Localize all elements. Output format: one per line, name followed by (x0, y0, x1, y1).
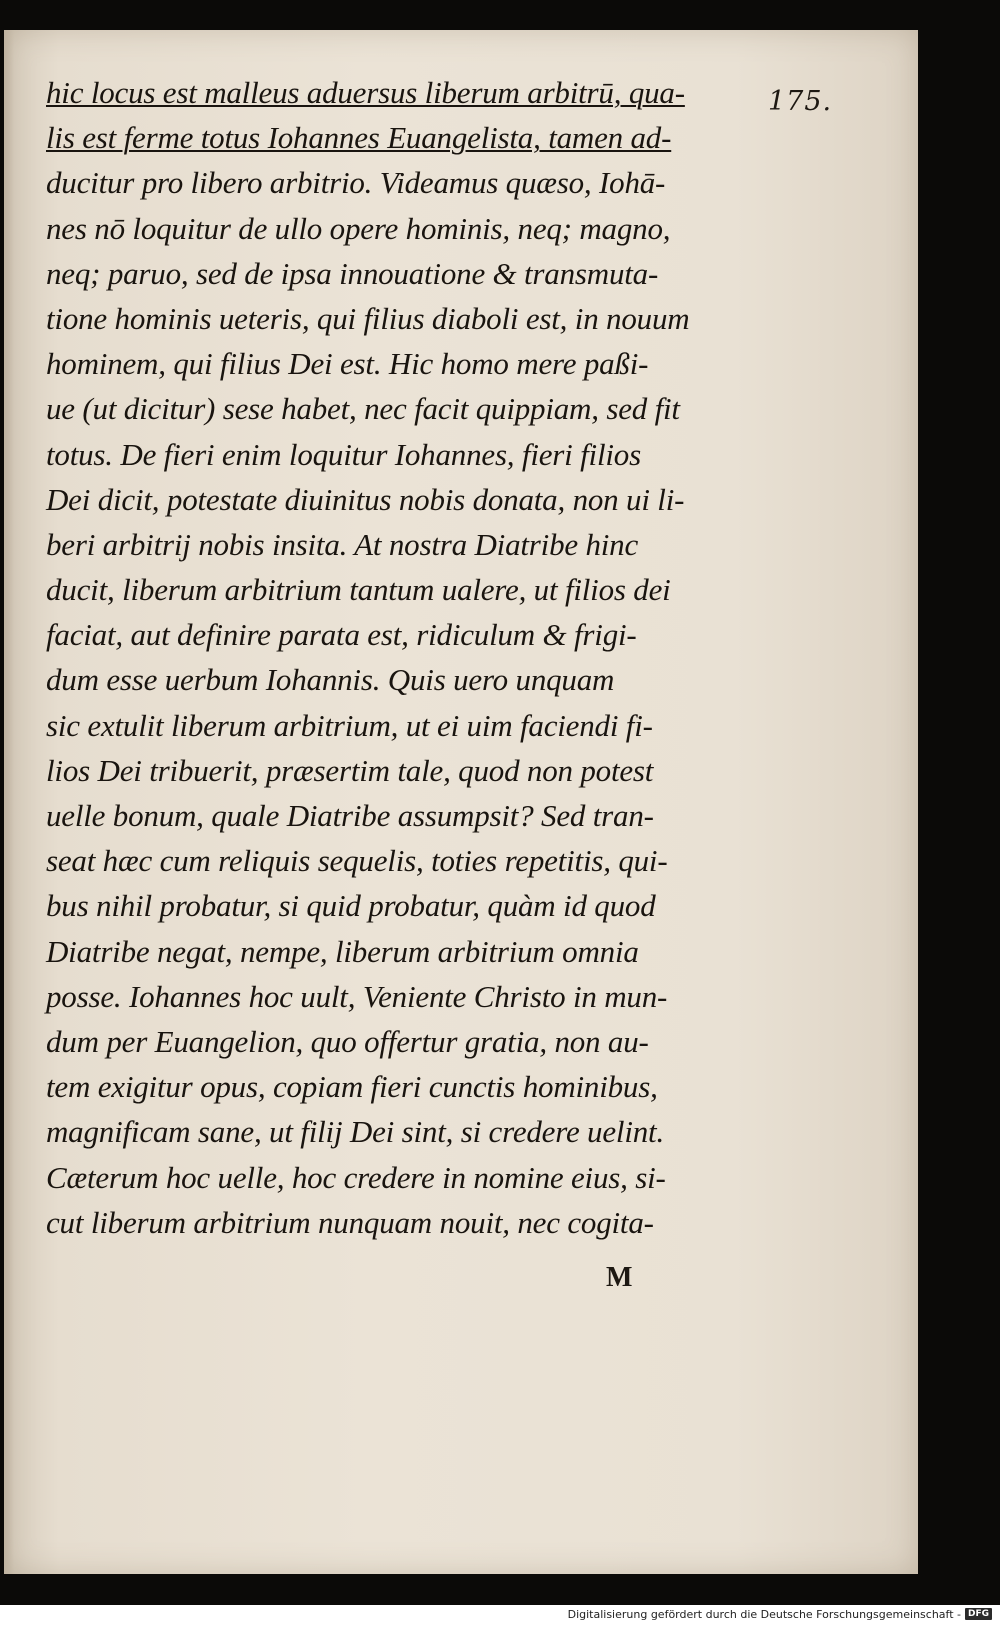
text-line: dum esse uerbum Iohannis. Quis uero unquam (46, 662, 615, 698)
text-line: Diatribe negat, nempe, liberum arbitrium omnia (46, 933, 639, 969)
text-line: seat hæc cum reliquis sequelis, toties repetitis, qui- (46, 843, 668, 879)
page-text (46, 70, 746, 1245)
text-line: cut liberum arbitrium nunquam nouit, nec cogita- (46, 1204, 654, 1240)
text-line: dum per Euangelion, quo offertur gratia, non au- (46, 1023, 649, 1059)
signature-mark: M (606, 1262, 633, 1293)
text-line: magnificam sane, ut filij Dei sint, si credere uelint. (46, 1114, 665, 1150)
text-line: ue (ut dicitur) sese habet, nec facit quippiam, sed fit (46, 391, 680, 427)
text-line: Dei dicit, potestate diuinitus nobis donata, non ui li- (46, 481, 685, 517)
text-line: posse. Iohannes hoc uult, Veniente Christo in mun- (46, 978, 668, 1014)
footer-credit: Digitalisierung gefördert durch die Deutsche Forschungsgemeinschaft - (567, 1607, 961, 1621)
text-line: tem exigitur opus, copiam fieri cunctis hominibus, (46, 1069, 658, 1105)
page-number: 175. (768, 86, 833, 117)
text-line: sic extulit liberum arbitrium, ut ei uim faciendi fi- (46, 707, 653, 743)
text-line: lios Dei tribuerit, præsertim tale, quod non potest (46, 752, 654, 788)
text-line: beri arbitrij nobis insita. At nostra Diatribe hinc (46, 526, 639, 562)
text-line: faciat, aut definire parata est, ridiculum & frigi- (46, 617, 637, 653)
text-line: totus. De fieri enim loquitur Iohannes, fieri filios (46, 436, 641, 472)
text-line: uelle bonum, quale Diatribe assumpsit? Sed tran- (46, 798, 654, 833)
text-line: nes nō loquitur de ullo opere hominis, neq; magno, (46, 210, 671, 246)
text-line: hic locus est malleus aduersus liberum arbitrū, qua- (46, 75, 685, 110)
text-line: ducitur pro libero arbitrio. Videamus quæso, Iohā- (46, 165, 666, 201)
text-line: bus nihil probatur, si quid probatur, quàm id quod (46, 888, 656, 924)
text-line: ducit, liberum arbitrium tantum ualere, ut filios dei (46, 572, 671, 608)
text-line: hominem, qui filius Dei est. Hic homo mere paßi- (46, 346, 649, 382)
dfg-logo: DFG (965, 1608, 992, 1620)
digitization-footer (568, 1605, 992, 1623)
text-line: tione hominis ueteris, qui filius diaboli est, in nouum (46, 300, 690, 336)
page-gutter-shadow (4, 30, 14, 1574)
text-line: lis est ferme totus Iohannes Euangelista, tamen ad- (46, 120, 672, 156)
text-line: neq; paruo, sed de ipsa innouatione & transmuta- (46, 255, 659, 291)
text-line: Cæterum hoc uelle, hoc credere in nomine eius, si- (46, 1159, 666, 1195)
